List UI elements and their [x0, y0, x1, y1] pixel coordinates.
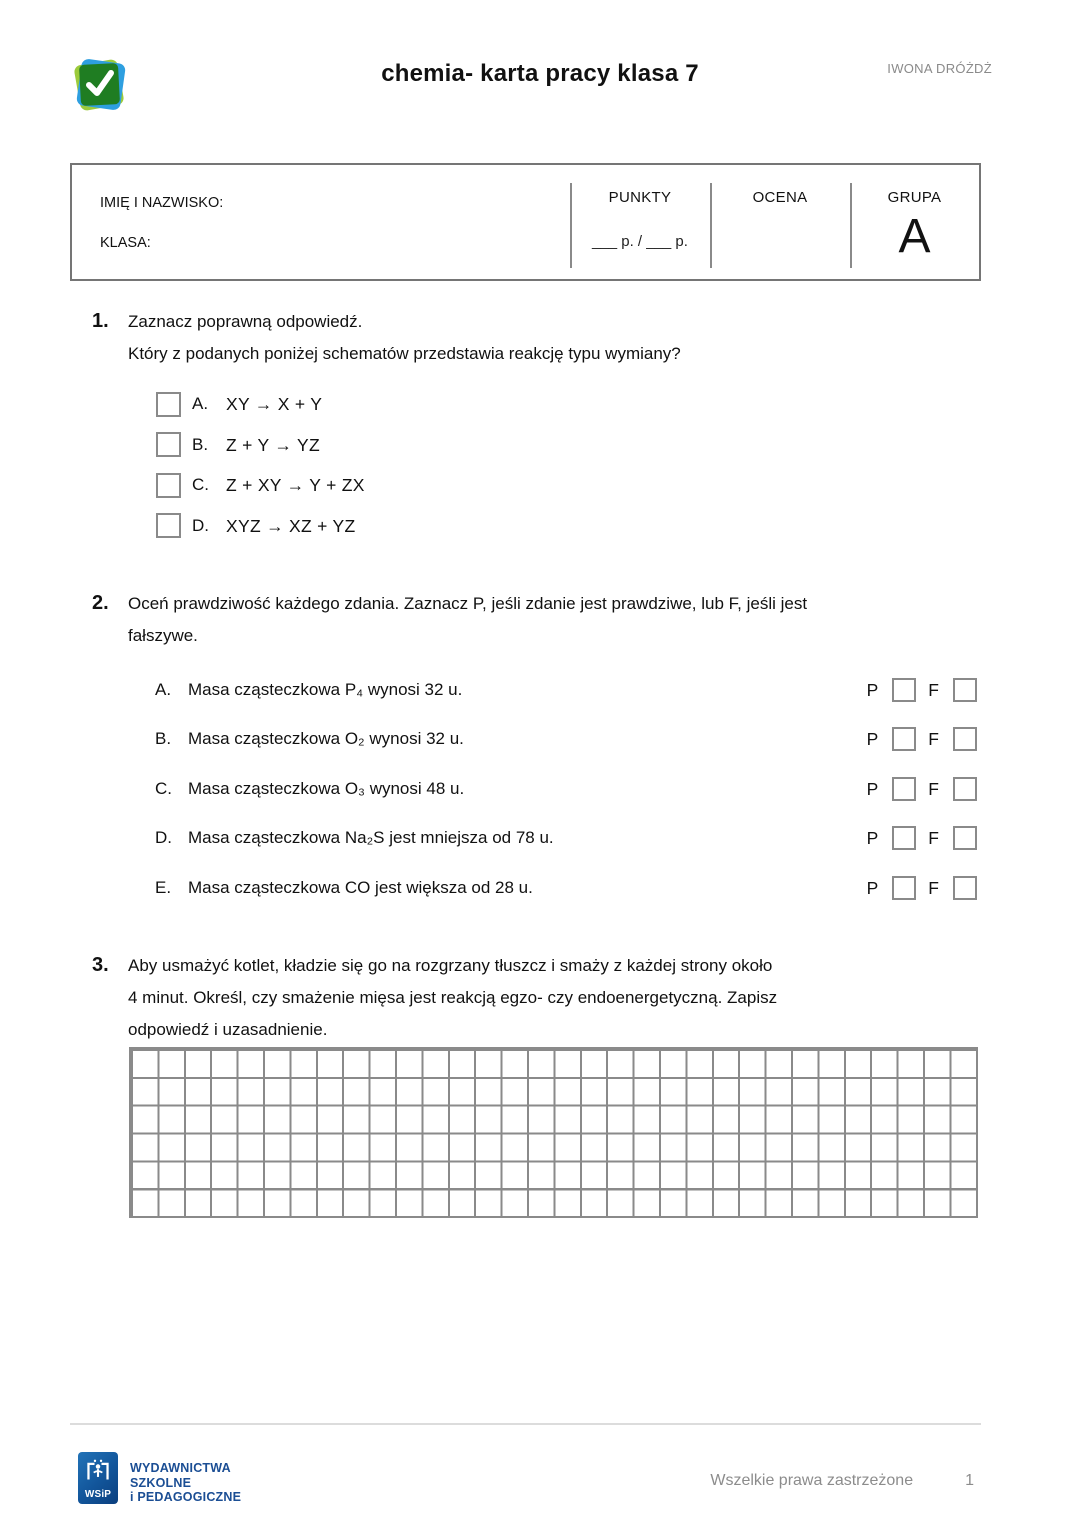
q2-c-true-label: P [866, 778, 879, 799]
q2-statement-e-label: E. [155, 877, 172, 897]
question-3 [92, 950, 777, 1046]
q2-statement-b-text: Masa cząsteczkowa O₂ wynosi 32 u. [188, 729, 464, 749]
question-1 [92, 306, 681, 546]
q2-statement-c-text: Masa cząsteczkowa O₃ wynosi 48 u. [188, 778, 465, 798]
q2-c-false-checkbox[interactable] [953, 777, 977, 801]
q2-statement-a-text: Masa cząsteczkowa P₄ wynosi 32 u. [188, 679, 463, 699]
q2-statement-d [155, 814, 977, 864]
q1-option-c [156, 465, 681, 506]
q2-e-true-label: P [866, 877, 879, 898]
publisher-line1: WYDAWNICTWA [130, 1461, 231, 1475]
wsip-logo [78, 1452, 118, 1504]
group-header: GRUPA [887, 189, 942, 206]
q2-b-false-label: F [928, 729, 939, 750]
q2-c-false-label: F [928, 778, 939, 799]
publisher-name [130, 1461, 241, 1505]
q1-option-b-formula: Z + Y → YZ [226, 434, 320, 455]
publisher-line2: SZKOLNE [130, 1475, 192, 1490]
q1-option-b [156, 425, 681, 466]
q2-a-false-label: F [928, 679, 939, 700]
author-name: IWONA DRÓŻDŻ [887, 61, 992, 76]
q2-statement-a-label: A. [155, 679, 172, 699]
question-1-number: 1. [92, 310, 109, 332]
wsip-glyph-icon [85, 1458, 111, 1482]
q2-d-true-checkbox[interactable] [892, 826, 916, 850]
group-column [850, 165, 979, 279]
question-2-number: 2. [92, 592, 109, 614]
points-column [570, 165, 710, 279]
name-label: IMIĘ I NAZWISKO: [100, 195, 224, 211]
q1-option-c-checkbox[interactable] [156, 473, 181, 498]
q2-statement-b-label: B. [155, 729, 172, 749]
page-title: chemia- karta pracy klasa 7 [381, 60, 699, 87]
question-2-prompt-line1: Oceń prawdziwość każdego zdania. Zaznacz P, jeśli zdanie jest prawdziwe, lub F, jeśli jest [128, 594, 808, 613]
question-3-prompt-line1: Aby usmażyć kotlet, kładzie się go na rozgrzany tłuszcz i smaży z każdej strony około [128, 956, 773, 975]
q2-d-false-label: F [928, 828, 939, 849]
q1-option-a-label: A. [192, 394, 209, 414]
page-number: 1 [965, 1472, 974, 1489]
q2-a-false-checkbox[interactable] [953, 678, 977, 702]
wsip-logo-text: WSiP [84, 1489, 112, 1500]
q1-option-a [156, 384, 681, 425]
points-blanks[interactable]: ___ p. / ___ p. [592, 233, 688, 250]
q2-statement-a [155, 665, 977, 715]
rights-text: Wszelkie prawa zastrzeżone [710, 1472, 914, 1489]
q2-statement-d-text: Masa cząsteczkowa Na₂S jest mniejsza od 78 u. [188, 828, 554, 848]
q1-option-d-formula: XYZ → XZ + YZ [226, 515, 356, 536]
q2-c-true-checkbox[interactable] [892, 777, 916, 801]
group-value: A [898, 210, 931, 263]
question-1-prompt-line1: Zaznacz poprawną odpowiedź. [128, 312, 363, 331]
q2-statement-e [155, 863, 977, 913]
class-label: KLASA: [100, 235, 151, 251]
q2-b-false-checkbox[interactable] [953, 727, 977, 751]
question-3-number: 3. [92, 954, 109, 976]
grade-column [710, 165, 850, 279]
points-header: PUNKTY [608, 189, 672, 206]
q2-b-true-label: P [866, 729, 879, 750]
q2-d-true-label: P [866, 828, 879, 849]
q1-option-d-checkbox[interactable] [156, 513, 181, 538]
q1-option-a-formula: XY → X + Y [226, 394, 323, 415]
q2-e-false-checkbox[interactable] [953, 876, 977, 900]
student-info-box [70, 163, 981, 281]
q2-statement-d-label: D. [155, 828, 172, 848]
q1-option-c-formula: Z + XY → Y + ZX [226, 475, 365, 496]
q2-statement-c [155, 764, 977, 814]
question-2 [92, 588, 977, 913]
q1-option-d [156, 506, 681, 547]
answer-grid[interactable] [129, 1047, 978, 1218]
question-3-prompt-line3: odpowiedź i uzasadnienie. [128, 1020, 328, 1039]
q1-option-d-label: D. [192, 515, 209, 535]
question-1-prompt-line2: Który z podanych poniżej schematów przedstawia reakcję typu wymiany? [128, 344, 681, 363]
q1-option-b-checkbox[interactable] [156, 432, 181, 457]
q1-option-a-checkbox[interactable] [156, 392, 181, 417]
q2-statement-b [155, 715, 977, 765]
question-3-prompt-line2: 4 minut. Określ, czy smażenie mięsa jest reakcją egzo- czy endoenergetyczną. Zapisz [128, 988, 778, 1007]
q2-a-true-label: P [866, 679, 879, 700]
footer-divider [70, 1423, 981, 1425]
q1-option-c-label: C. [192, 475, 209, 495]
q2-e-false-label: F [928, 877, 939, 898]
q2-statement-c-label: C. [155, 778, 172, 798]
grade-header: OCENA [752, 189, 808, 206]
q2-b-true-checkbox[interactable] [892, 727, 916, 751]
q1-option-b-label: B. [192, 434, 209, 454]
q2-d-false-checkbox[interactable] [953, 826, 977, 850]
q2-statement-e-text: Masa cząsteczkowa CO jest większa od 28 u. [188, 877, 533, 897]
publisher-line3: i PEDAGOGICZNE [130, 1490, 242, 1504]
question-2-prompt-line2: fałszywe. [128, 626, 198, 645]
q2-e-true-checkbox[interactable] [892, 876, 916, 900]
q2-a-true-checkbox[interactable] [892, 678, 916, 702]
